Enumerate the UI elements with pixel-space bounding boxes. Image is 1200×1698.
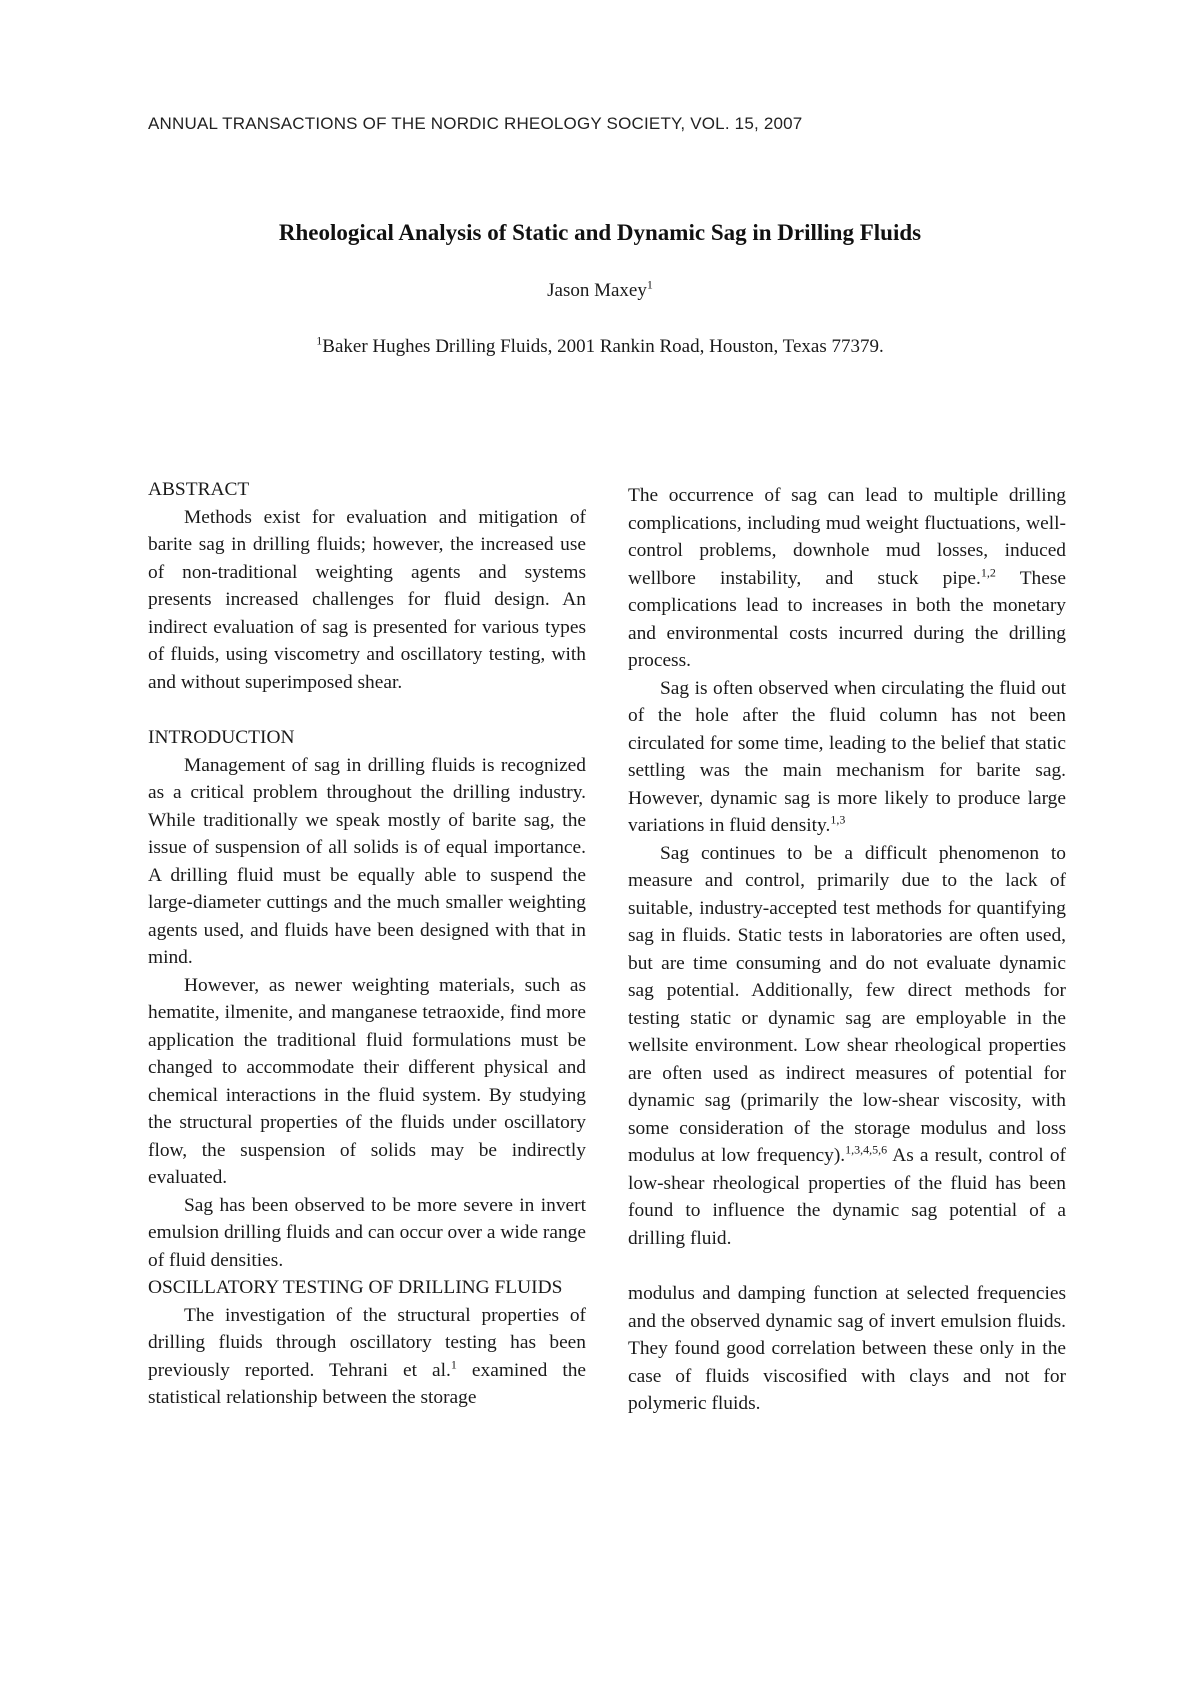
citation-marker: 1,3 bbox=[830, 812, 846, 827]
running-head: ANNUAL TRANSACTIONS OF THE NORDIC RHEOLOGY SOCIETY, VOL. 15, 2007 bbox=[148, 114, 803, 133]
author-line bbox=[100, 277, 1100, 302]
right-paragraph-3 bbox=[628, 840, 1066, 1253]
affiliation-text: Baker Hughes Drilling Fluids, 2001 Rankin Road, Houston, Texas 77379. bbox=[322, 336, 884, 357]
citation-marker: 1,2 bbox=[980, 565, 996, 580]
affiliation-line bbox=[100, 333, 1100, 358]
right-paragraph-4: modulus and damping function at selected frequencies and the observed dynamic sag of invert emulsion fluids. They found good correlation between these only in the case of fluids viscosified with clays and not for polymeric fluids. bbox=[628, 1283, 1066, 1414]
intro-paragraph-2: However, as newer weighting materials, such as hematite, ilmenite, and manganese tetraoxide, find more application the traditional fluid formulations must be changed to accommodate their different physical and chemical interactions in the fluid system. By studying the structural properties of the fluids under oscillatory flow, the suspension of solids may be indirectly evaluated. bbox=[148, 974, 586, 1188]
intro-paragraph-1: Management of sag in drilling fluids is recognized as a critical problem throughout the drilling industry. While traditionally we speak mostly of barite sag, the issue of suspension of all solids is of equal importance. A drilling fluid must be equally able to suspend the large-diameter cuttings and the much smaller weighting agents used, and fluids have been designed with that in mind. bbox=[148, 754, 586, 968]
citation-marker: 1 bbox=[450, 1357, 457, 1372]
oscillatory-paragraph-1 bbox=[148, 1302, 586, 1412]
right-paragraph-1-text-b: These complications lead to increases in both the monetary and environmental costs incurred during the drilling process. bbox=[628, 567, 1067, 671]
right-paragraph-2-text: Sag is often observed when circulating the fluid out of the hole after the fluid column has not been circulated for some time, leading to the belief that static settling was the main mechanism for barite sag. However, dynamic sag is more likely to produce large variations in fluid density. bbox=[628, 677, 1066, 836]
right-column bbox=[628, 482, 1066, 1418]
left-column bbox=[148, 476, 586, 1412]
affiliation-marker: 1 bbox=[316, 333, 323, 348]
right-paragraph-1 bbox=[628, 482, 1066, 675]
intro-paragraph-3: Sag has been observed to be more severe in invert emulsion drilling fluids and can occur over a wide range of fluid densities. bbox=[148, 1194, 586, 1271]
oscillatory-testing-heading: OSCILLATORY TESTING OF DRILLING FLUIDS bbox=[148, 1277, 563, 1298]
oscillatory-paragraph-1-text-b: examined the statistical relationship between the storage bbox=[148, 1359, 587, 1408]
abstract-heading: ABSTRACT bbox=[148, 479, 250, 500]
right-paragraph-1-text-a: The occurrence of sag can lead to multiple drilling complications, including mud weight fluctuations, well-control problems, downhole mud losses, induced wellbore instability, and stuck pipe. bbox=[628, 485, 1066, 589]
right-paragraph-2 bbox=[628, 675, 1066, 840]
citation-marker: 1,3,4,5,6 bbox=[845, 1142, 888, 1157]
right-paragraph-3-text-b: As a result, control of low-shear rheological properties of the fluid has been found to influence the dynamic sag potential of a drilling fluid. bbox=[628, 1145, 1066, 1249]
oscillatory-paragraph-1-text-a: The investigation of the structural properties of drilling fluids through oscillatory testing has been previously reported. Tehrani et al. bbox=[148, 1304, 586, 1381]
introduction-heading: INTRODUCTION bbox=[148, 727, 295, 748]
right-paragraph-3-text-a: Sag continues to be a difficult phenomenon to measure and control, primarily due to the lack of suitable, industry-accepted test methods for quantifying sag in fluids. Static tests in laboratories are often used, but are time consuming and do not evaluate dynamic sag potential. Additionally, few direct methods for testing static or dynamic sag are employable in the wellsite environment. Low shear rheological properties are often used as indirect measures of potential for dynamic sag (primarily the low-shear viscosity, with some consideration of the storage modulus and loss modulus at low frequency). bbox=[628, 842, 1066, 1166]
paper-title: Rheological Analysis of Static and Dynamic Sag in Drilling Fluids bbox=[278, 220, 922, 245]
author-affiliation-marker: 1 bbox=[646, 277, 653, 292]
abstract-text: Methods exist for evaluation and mitigation of barite sag in drilling fluids; however, the increased use of non-traditional weighting agents and systems presents increased challenges for fluid design. An indirect evaluation of sag is presented for various types of fluids, using viscometry and oscillatory testing, with and without superimposed shear. bbox=[148, 506, 586, 693]
author-name: Jason Maxey bbox=[547, 280, 647, 301]
